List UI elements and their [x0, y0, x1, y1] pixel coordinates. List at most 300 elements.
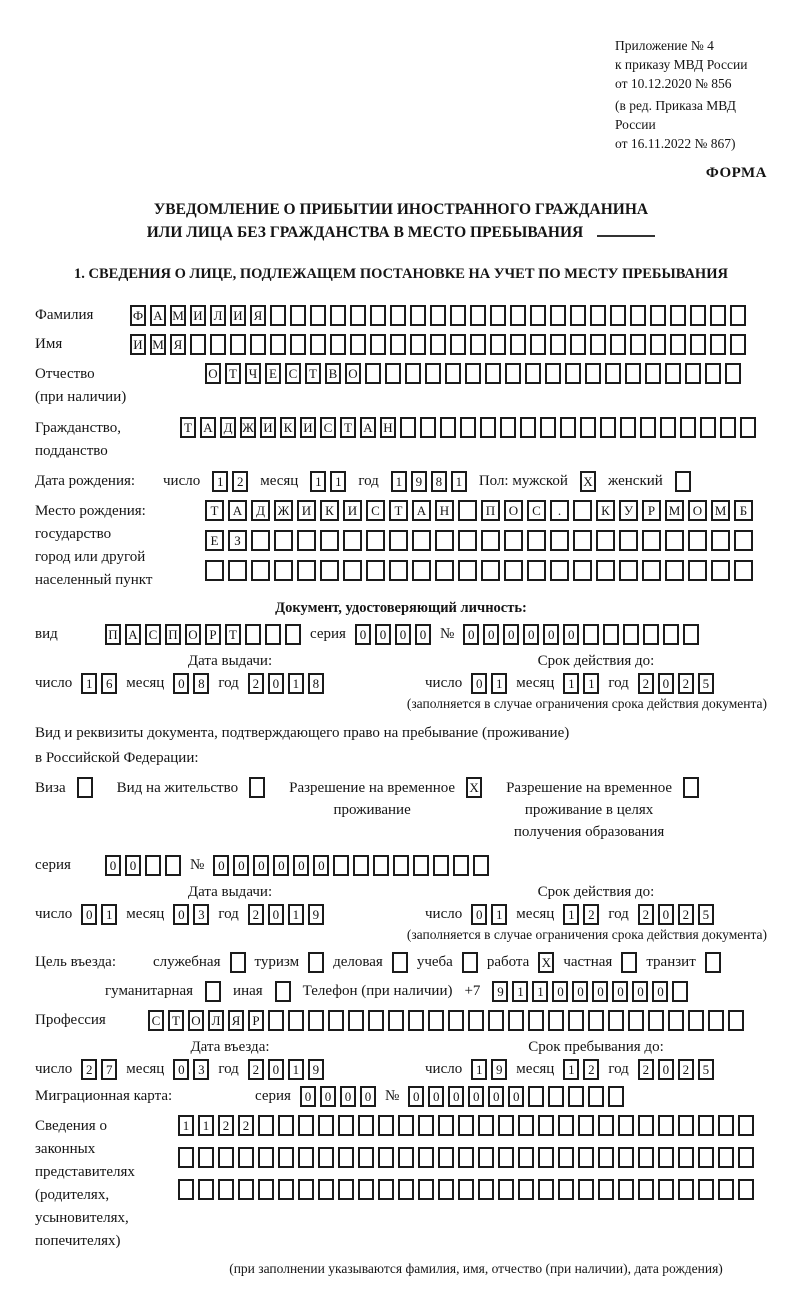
char-cell[interactable]: 0	[612, 981, 628, 1002]
char-cell[interactable]	[680, 417, 696, 438]
char-cell[interactable]: 1	[212, 471, 228, 492]
char-cell[interactable]: 0	[483, 624, 499, 645]
char-cell[interactable]: В	[325, 363, 341, 384]
char-cell[interactable]	[658, 1147, 674, 1168]
char-cell[interactable]: 1	[532, 981, 548, 1002]
char-cell[interactable]	[588, 1086, 604, 1107]
char-cell[interactable]: К	[320, 500, 339, 521]
char-cell[interactable]: 0	[563, 624, 579, 645]
char-cell[interactable]	[230, 952, 246, 973]
char-cell[interactable]: 2	[583, 1059, 599, 1080]
char-cell[interactable]	[178, 1179, 194, 1200]
char-cell[interactable]: Я	[228, 1010, 244, 1031]
char-cell[interactable]	[718, 1179, 734, 1200]
char-cell[interactable]	[425, 363, 441, 384]
char-cell[interactable]: 1	[563, 904, 579, 925]
char-cell[interactable]	[338, 1115, 354, 1136]
char-cell[interactable]	[398, 1179, 414, 1200]
char-cell[interactable]	[400, 417, 416, 438]
char-cell[interactable]: 1	[391, 471, 407, 492]
char-cell[interactable]	[420, 417, 436, 438]
char-cell[interactable]	[353, 855, 369, 876]
char-cell[interactable]: М	[170, 305, 186, 326]
char-cell[interactable]	[210, 334, 226, 355]
char-cell[interactable]	[288, 1010, 304, 1031]
char-cell[interactable]: И	[130, 334, 146, 355]
char-cell[interactable]	[734, 530, 753, 551]
char-cell[interactable]: С	[148, 1010, 164, 1031]
char-cell[interactable]	[430, 305, 446, 326]
char-cell[interactable]	[573, 530, 592, 551]
char-cell[interactable]	[450, 334, 466, 355]
char-cell[interactable]: 0	[463, 624, 479, 645]
char-cell[interactable]	[433, 855, 449, 876]
char-cell[interactable]	[668, 1010, 684, 1031]
char-cell[interactable]: Т	[225, 363, 241, 384]
char-cell[interactable]: З	[228, 530, 247, 551]
char-cell[interactable]	[270, 305, 286, 326]
char-cell[interactable]: С	[366, 500, 385, 521]
char-cell[interactable]: 0	[268, 1059, 284, 1080]
char-cell[interactable]	[348, 1010, 364, 1031]
char-cell[interactable]	[648, 1010, 664, 1031]
char-cell[interactable]	[528, 1086, 544, 1107]
char-cell[interactable]: Р	[205, 624, 221, 645]
char-cell[interactable]: С	[320, 417, 336, 438]
char-cell[interactable]	[473, 855, 489, 876]
char-cell[interactable]	[430, 334, 446, 355]
char-cell[interactable]	[710, 334, 726, 355]
char-cell[interactable]	[568, 1010, 584, 1031]
char-cell[interactable]	[438, 1147, 454, 1168]
char-cell[interactable]	[435, 560, 454, 581]
char-cell[interactable]	[370, 334, 386, 355]
char-cell[interactable]	[508, 1010, 524, 1031]
char-cell[interactable]: 0	[273, 855, 289, 876]
char-cell[interactable]	[548, 1086, 564, 1107]
char-cell[interactable]: 2	[248, 673, 264, 694]
char-cell[interactable]	[605, 363, 621, 384]
char-cell[interactable]	[698, 1179, 714, 1200]
char-cell[interactable]	[318, 1115, 334, 1136]
char-cell[interactable]	[238, 1147, 254, 1168]
char-cell[interactable]	[77, 777, 93, 798]
char-cell[interactable]	[620, 417, 636, 438]
char-cell[interactable]	[619, 530, 638, 551]
char-cell[interactable]	[385, 363, 401, 384]
char-cell[interactable]	[275, 981, 291, 1002]
char-cell[interactable]: Д	[251, 500, 270, 521]
char-cell[interactable]	[690, 305, 706, 326]
char-cell[interactable]	[583, 624, 599, 645]
char-cell[interactable]	[623, 624, 639, 645]
char-cell[interactable]: Т	[180, 417, 196, 438]
char-cell[interactable]: 2	[638, 904, 654, 925]
char-cell[interactable]: И	[343, 500, 362, 521]
char-cell[interactable]	[290, 305, 306, 326]
char-cell[interactable]	[198, 1147, 214, 1168]
char-cell[interactable]	[318, 1147, 334, 1168]
char-cell[interactable]	[470, 305, 486, 326]
char-cell[interactable]	[705, 952, 721, 973]
char-cell[interactable]	[650, 305, 666, 326]
char-cell[interactable]: 0	[523, 624, 539, 645]
char-cell[interactable]	[218, 1179, 234, 1200]
char-cell[interactable]	[251, 560, 270, 581]
char-cell[interactable]	[688, 560, 707, 581]
char-cell[interactable]	[598, 1115, 614, 1136]
char-cell[interactable]: 0	[572, 981, 588, 1002]
char-cell[interactable]: 0	[320, 1086, 336, 1107]
char-cell[interactable]	[458, 500, 477, 521]
char-cell[interactable]	[642, 560, 661, 581]
char-cell[interactable]	[730, 334, 746, 355]
char-cell[interactable]	[621, 952, 637, 973]
char-cell[interactable]: С	[145, 624, 161, 645]
char-cell[interactable]	[578, 1147, 594, 1168]
char-cell[interactable]: 2	[678, 904, 694, 925]
char-cell[interactable]: Я	[250, 305, 266, 326]
char-cell[interactable]	[390, 334, 406, 355]
char-cell[interactable]	[274, 560, 293, 581]
char-cell[interactable]	[520, 417, 536, 438]
char-cell[interactable]: 3	[193, 904, 209, 925]
char-cell[interactable]	[658, 1179, 674, 1200]
char-cell[interactable]: 0	[173, 673, 189, 694]
char-cell[interactable]	[596, 530, 615, 551]
char-cell[interactable]	[628, 1010, 644, 1031]
char-cell[interactable]	[249, 777, 265, 798]
char-cell[interactable]	[638, 1115, 654, 1136]
char-cell[interactable]	[650, 334, 666, 355]
char-cell[interactable]	[660, 417, 676, 438]
char-cell[interactable]	[711, 530, 730, 551]
char-cell[interactable]	[268, 1010, 284, 1031]
char-cell[interactable]: Н	[380, 417, 396, 438]
char-cell[interactable]	[458, 1147, 474, 1168]
char-cell[interactable]: 0	[471, 673, 487, 694]
char-cell[interactable]: П	[481, 500, 500, 521]
char-cell[interactable]: 0	[471, 904, 487, 925]
char-cell[interactable]	[250, 334, 266, 355]
char-cell[interactable]	[573, 500, 592, 521]
char-cell[interactable]	[740, 417, 756, 438]
char-cell[interactable]: 0	[125, 855, 141, 876]
char-cell[interactable]	[320, 560, 339, 581]
char-cell[interactable]: 2	[238, 1115, 254, 1136]
char-cell[interactable]: 0	[658, 1059, 674, 1080]
char-cell[interactable]: 0	[543, 624, 559, 645]
char-cell[interactable]	[498, 1115, 514, 1136]
char-cell[interactable]	[540, 417, 556, 438]
char-cell[interactable]	[366, 560, 385, 581]
char-cell[interactable]: 0	[375, 624, 391, 645]
char-cell[interactable]	[343, 530, 362, 551]
char-cell[interactable]	[478, 1115, 494, 1136]
char-cell[interactable]	[550, 530, 569, 551]
char-cell[interactable]	[320, 530, 339, 551]
char-cell[interactable]: О	[205, 363, 221, 384]
char-cell[interactable]	[640, 417, 656, 438]
char-cell[interactable]: И	[190, 305, 206, 326]
char-cell[interactable]	[274, 530, 293, 551]
char-cell[interactable]	[338, 1179, 354, 1200]
char-cell[interactable]	[389, 530, 408, 551]
char-cell[interactable]	[410, 334, 426, 355]
char-cell[interactable]: 0	[632, 981, 648, 1002]
char-cell[interactable]: П	[105, 624, 121, 645]
char-cell[interactable]: 2	[583, 904, 599, 925]
char-cell[interactable]: 0	[652, 981, 668, 1002]
char-cell[interactable]	[510, 305, 526, 326]
char-cell[interactable]	[258, 1147, 274, 1168]
char-cell[interactable]	[297, 530, 316, 551]
char-cell[interactable]: Ж	[274, 500, 293, 521]
char-cell[interactable]: Ж	[240, 417, 256, 438]
char-cell[interactable]	[504, 530, 523, 551]
char-cell[interactable]	[608, 1086, 624, 1107]
char-cell[interactable]	[190, 334, 206, 355]
char-cell[interactable]	[663, 624, 679, 645]
char-cell[interactable]: 1	[81, 673, 97, 694]
char-cell[interactable]: И	[230, 305, 246, 326]
char-cell[interactable]	[370, 305, 386, 326]
char-cell[interactable]: А	[412, 500, 431, 521]
char-cell[interactable]: 0	[360, 1086, 376, 1107]
char-cell[interactable]: 0	[552, 981, 568, 1002]
char-cell[interactable]	[410, 305, 426, 326]
char-cell[interactable]	[278, 1179, 294, 1200]
char-cell[interactable]	[218, 1147, 234, 1168]
char-cell[interactable]	[338, 1147, 354, 1168]
char-cell[interactable]: 1	[178, 1115, 194, 1136]
char-cell[interactable]: О	[504, 500, 523, 521]
char-cell[interactable]	[700, 417, 716, 438]
char-cell[interactable]: 1	[288, 673, 304, 694]
char-cell[interactable]: Т	[225, 624, 241, 645]
char-cell[interactable]	[570, 334, 586, 355]
char-cell[interactable]: 2	[232, 471, 248, 492]
char-cell[interactable]	[310, 334, 326, 355]
char-cell[interactable]	[478, 1179, 494, 1200]
char-cell[interactable]: Т	[340, 417, 356, 438]
char-cell[interactable]	[670, 305, 686, 326]
char-cell[interactable]	[720, 417, 736, 438]
char-cell[interactable]: 0	[503, 624, 519, 645]
char-cell[interactable]: 1	[451, 471, 467, 492]
char-cell[interactable]	[670, 334, 686, 355]
char-cell[interactable]	[619, 560, 638, 581]
char-cell[interactable]	[318, 1179, 334, 1200]
char-cell[interactable]	[630, 305, 646, 326]
char-cell[interactable]: 2	[678, 673, 694, 694]
char-cell[interactable]	[378, 1115, 394, 1136]
char-cell[interactable]	[665, 363, 681, 384]
char-cell[interactable]	[600, 417, 616, 438]
char-cell[interactable]	[498, 1147, 514, 1168]
char-cell[interactable]: 0	[415, 624, 431, 645]
char-cell[interactable]: 0	[408, 1086, 424, 1107]
char-cell[interactable]	[418, 1115, 434, 1136]
char-cell[interactable]	[638, 1179, 654, 1200]
char-cell[interactable]	[730, 305, 746, 326]
char-cell[interactable]: 0	[658, 673, 674, 694]
char-cell[interactable]	[643, 624, 659, 645]
char-cell[interactable]	[504, 560, 523, 581]
char-cell[interactable]	[550, 560, 569, 581]
char-cell[interactable]	[470, 334, 486, 355]
char-cell[interactable]	[738, 1179, 754, 1200]
char-cell[interactable]: 0	[592, 981, 608, 1002]
char-cell[interactable]	[665, 530, 684, 551]
char-cell[interactable]	[538, 1179, 554, 1200]
char-cell[interactable]	[500, 417, 516, 438]
char-cell[interactable]	[298, 1179, 314, 1200]
char-cell[interactable]	[658, 1115, 674, 1136]
char-cell[interactable]	[645, 363, 661, 384]
char-cell[interactable]: М	[150, 334, 166, 355]
char-cell[interactable]: 2	[678, 1059, 694, 1080]
char-cell[interactable]: 2	[638, 673, 654, 694]
char-cell[interactable]	[734, 560, 753, 581]
char-cell[interactable]	[698, 1147, 714, 1168]
char-cell[interactable]: 8	[431, 471, 447, 492]
char-cell[interactable]: 2	[248, 904, 264, 925]
char-cell[interactable]: 0	[268, 904, 284, 925]
char-cell[interactable]	[518, 1147, 534, 1168]
char-cell[interactable]	[685, 363, 701, 384]
char-cell[interactable]: 0	[468, 1086, 484, 1107]
char-cell[interactable]: А	[228, 500, 247, 521]
char-cell[interactable]	[265, 624, 281, 645]
char-cell[interactable]: А	[200, 417, 216, 438]
char-cell[interactable]	[738, 1147, 754, 1168]
char-cell[interactable]: 0	[508, 1086, 524, 1107]
char-cell[interactable]	[527, 560, 546, 581]
char-cell[interactable]: 2	[81, 1059, 97, 1080]
char-cell[interactable]	[675, 471, 691, 492]
char-cell[interactable]	[705, 363, 721, 384]
char-cell[interactable]: М	[665, 500, 684, 521]
char-cell[interactable]: И	[297, 500, 316, 521]
char-cell[interactable]	[453, 855, 469, 876]
char-cell[interactable]: 9	[308, 1059, 324, 1080]
char-cell[interactable]	[618, 1179, 634, 1200]
char-cell[interactable]	[678, 1179, 694, 1200]
char-cell[interactable]	[278, 1115, 294, 1136]
char-cell[interactable]	[538, 1147, 554, 1168]
char-cell[interactable]: Т	[205, 500, 224, 521]
char-cell[interactable]	[683, 624, 699, 645]
char-cell[interactable]	[398, 1115, 414, 1136]
char-cell[interactable]	[725, 363, 741, 384]
char-cell[interactable]: И	[260, 417, 276, 438]
char-cell[interactable]: 1	[563, 673, 579, 694]
char-cell[interactable]	[596, 560, 615, 581]
char-cell[interactable]	[450, 305, 466, 326]
char-cell[interactable]	[350, 334, 366, 355]
char-cell[interactable]	[488, 1010, 504, 1031]
char-cell[interactable]: К	[596, 500, 615, 521]
char-cell[interactable]	[550, 334, 566, 355]
char-cell[interactable]	[610, 334, 626, 355]
char-cell[interactable]: 8	[308, 673, 324, 694]
char-cell[interactable]	[498, 1179, 514, 1200]
char-cell[interactable]: 1	[101, 904, 117, 925]
char-cell[interactable]	[683, 777, 699, 798]
char-cell[interactable]	[530, 305, 546, 326]
char-cell[interactable]	[145, 855, 161, 876]
char-cell[interactable]	[558, 1179, 574, 1200]
char-cell[interactable]	[412, 530, 431, 551]
char-cell[interactable]: Л	[210, 305, 226, 326]
char-cell[interactable]	[393, 855, 409, 876]
char-cell[interactable]	[310, 305, 326, 326]
char-cell[interactable]: 1	[563, 1059, 579, 1080]
char-cell[interactable]	[465, 363, 481, 384]
char-cell[interactable]	[358, 1179, 374, 1200]
char-cell[interactable]: Ф	[130, 305, 146, 326]
char-cell[interactable]	[485, 363, 501, 384]
char-cell[interactable]	[458, 1179, 474, 1200]
char-cell[interactable]	[251, 530, 270, 551]
char-cell[interactable]	[413, 855, 429, 876]
char-cell[interactable]: И	[300, 417, 316, 438]
char-cell[interactable]: 6	[101, 673, 117, 694]
char-cell[interactable]	[448, 1010, 464, 1031]
char-cell[interactable]	[558, 1147, 574, 1168]
char-cell[interactable]	[438, 1179, 454, 1200]
char-cell[interactable]	[418, 1179, 434, 1200]
char-cell[interactable]: Ч	[245, 363, 261, 384]
char-cell[interactable]: 0	[448, 1086, 464, 1107]
char-cell[interactable]: Е	[265, 363, 281, 384]
char-cell[interactable]	[738, 1115, 754, 1136]
char-cell[interactable]	[238, 1179, 254, 1200]
char-cell[interactable]	[518, 1179, 534, 1200]
char-cell[interactable]: О	[345, 363, 361, 384]
char-cell[interactable]: 0	[233, 855, 249, 876]
char-cell[interactable]: X	[538, 952, 554, 973]
char-cell[interactable]: 0	[173, 904, 189, 925]
char-cell[interactable]	[468, 1010, 484, 1031]
char-cell[interactable]: 1	[330, 471, 346, 492]
char-cell[interactable]	[258, 1115, 274, 1136]
char-cell[interactable]: О	[185, 624, 201, 645]
char-cell[interactable]	[378, 1179, 394, 1200]
char-cell[interactable]	[350, 305, 366, 326]
char-cell[interactable]: А	[150, 305, 166, 326]
char-cell[interactable]: 0	[268, 673, 284, 694]
char-cell[interactable]	[568, 1086, 584, 1107]
char-cell[interactable]	[570, 305, 586, 326]
char-cell[interactable]: 0	[253, 855, 269, 876]
char-cell[interactable]: Б	[734, 500, 753, 521]
char-cell[interactable]: 0	[173, 1059, 189, 1080]
char-cell[interactable]: 9	[308, 904, 324, 925]
char-cell[interactable]: Я	[170, 334, 186, 355]
char-cell[interactable]	[428, 1010, 444, 1031]
char-cell[interactable]	[525, 363, 541, 384]
char-cell[interactable]	[198, 1179, 214, 1200]
char-cell[interactable]	[389, 560, 408, 581]
char-cell[interactable]: 8	[193, 673, 209, 694]
char-cell[interactable]: X	[466, 777, 482, 798]
char-cell[interactable]	[530, 334, 546, 355]
char-cell[interactable]	[688, 1010, 704, 1031]
char-cell[interactable]	[590, 334, 606, 355]
char-cell[interactable]: 5	[698, 904, 714, 925]
